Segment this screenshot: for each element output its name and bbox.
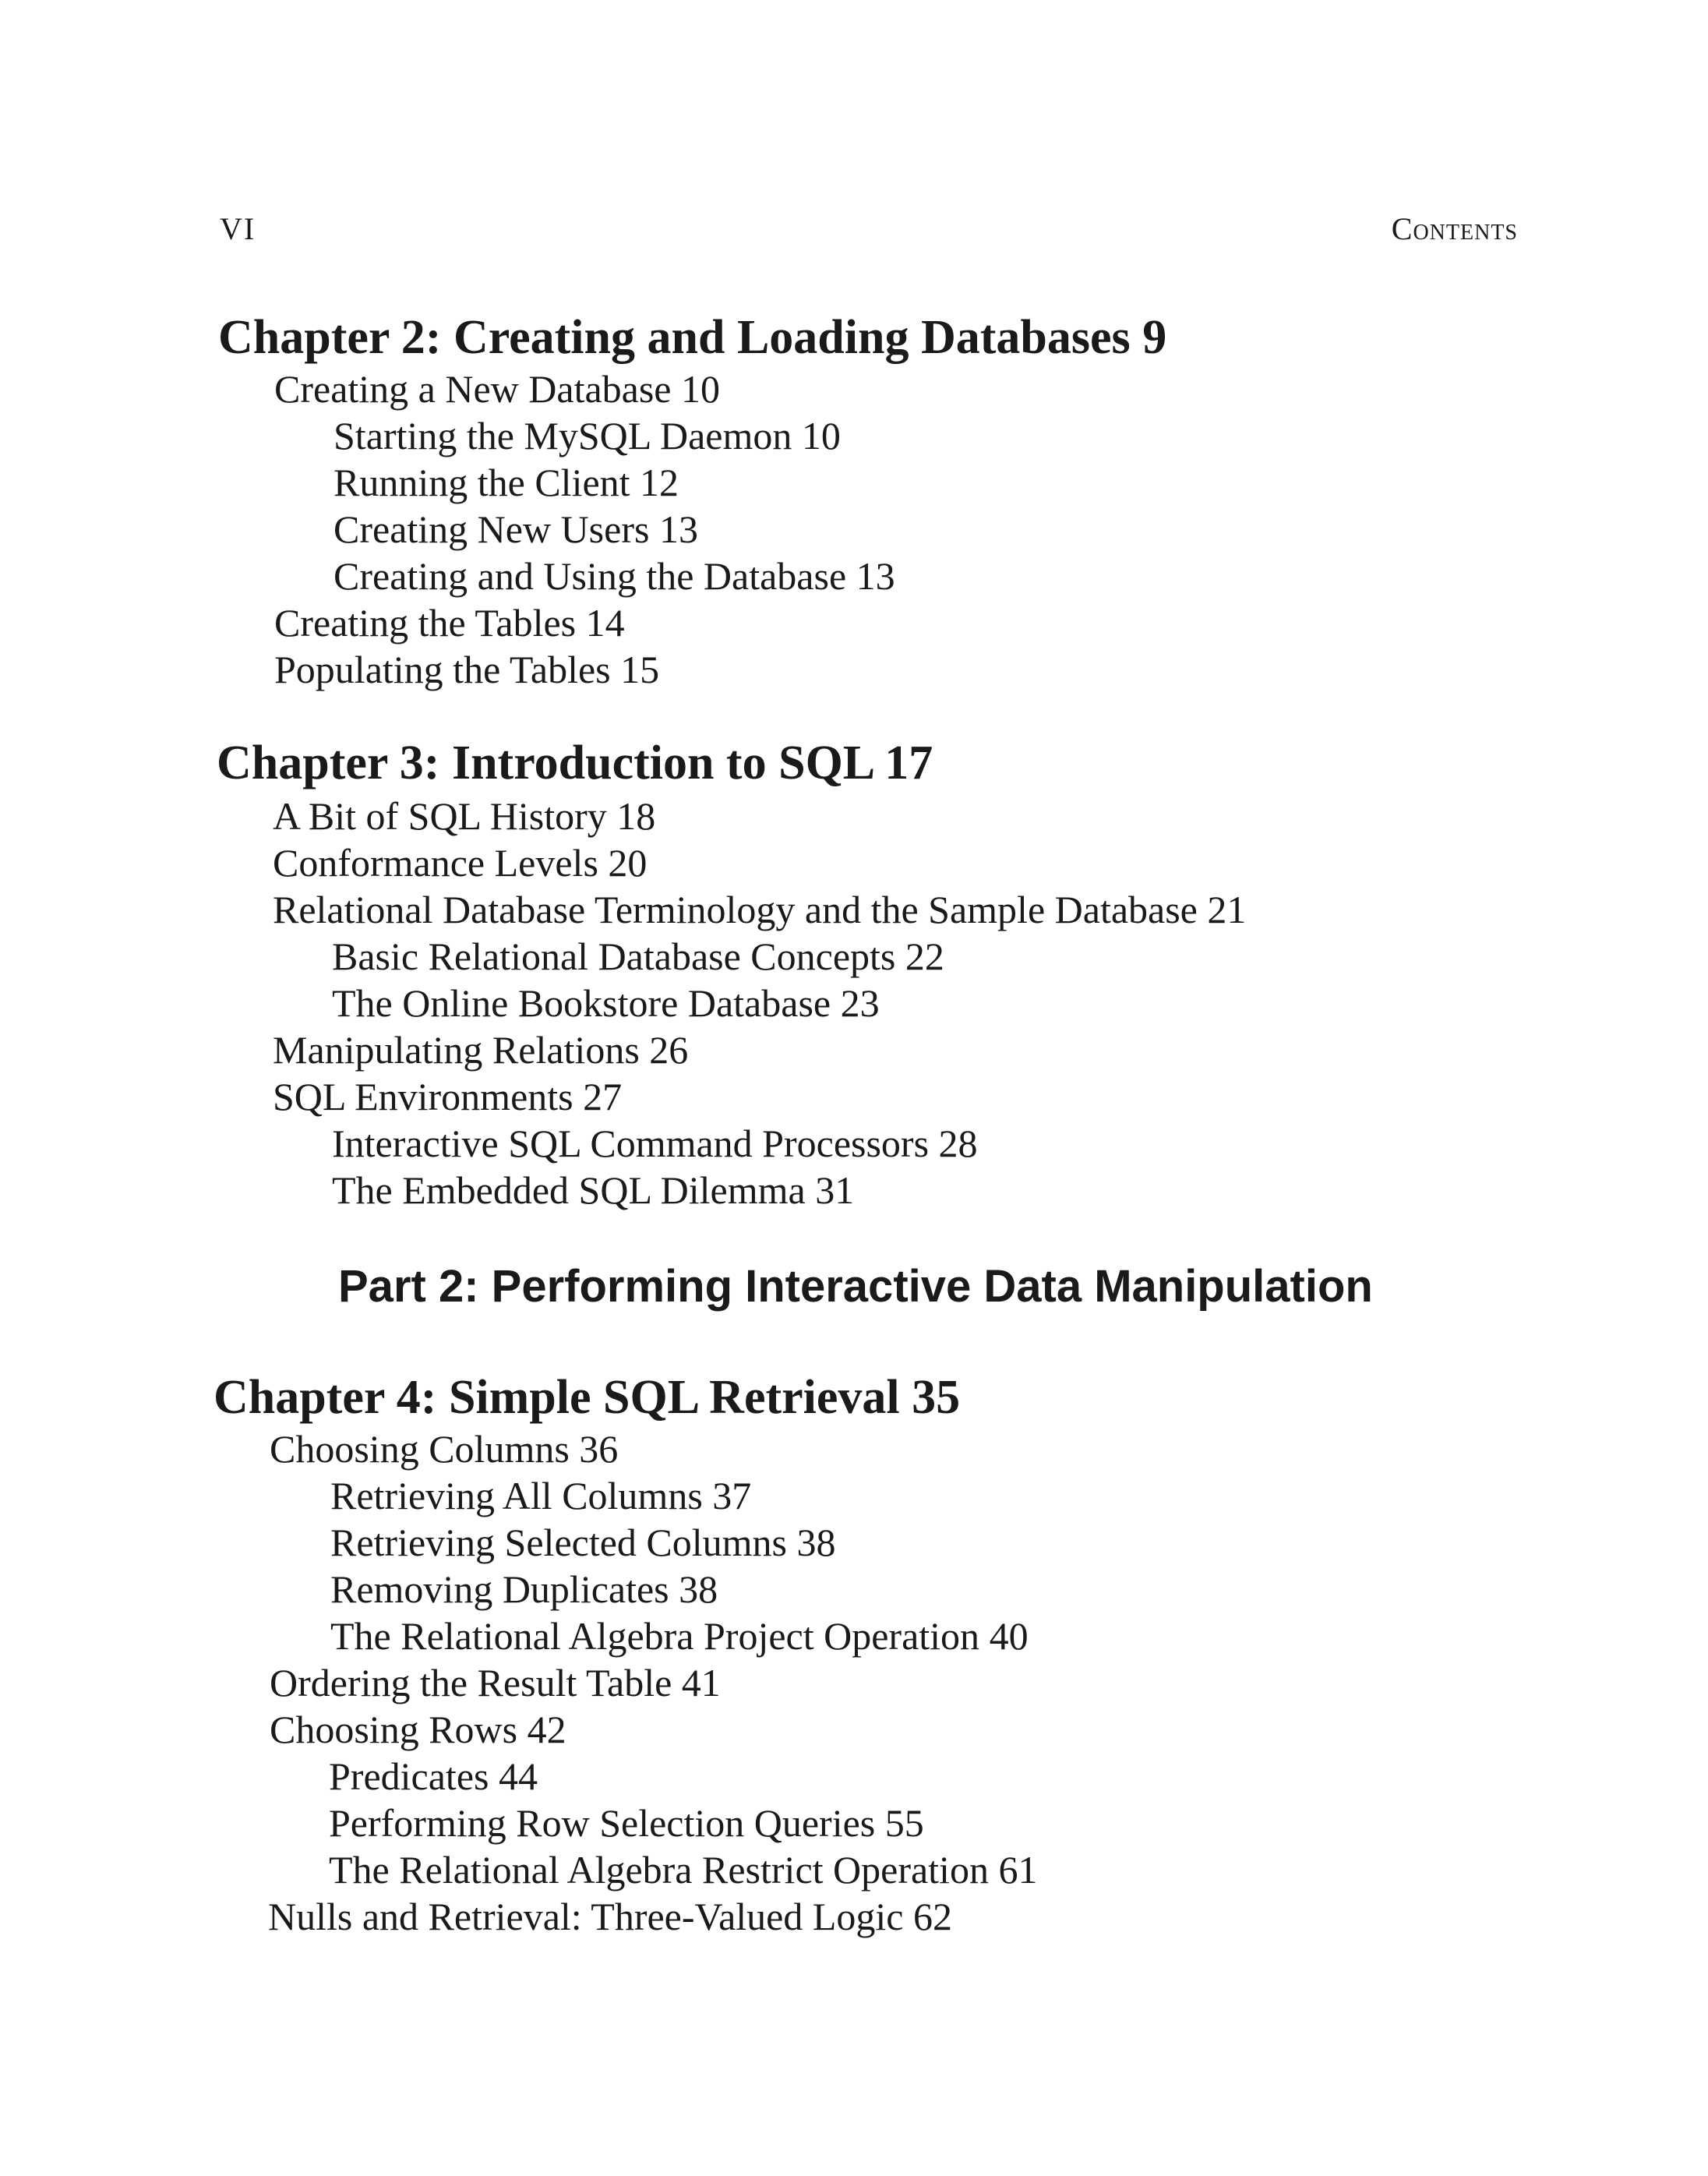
- toc-entry: Conformance Levels 20: [273, 841, 648, 885]
- toc-entry: Nulls and Retrieval: Three-Valued Logic 62: [268, 1895, 952, 1938]
- chapter-page: 35: [912, 1371, 961, 1424]
- toc-subentry: Performing Row Selection Queries 55: [329, 1801, 924, 1845]
- toc-subentry: Basic Relational Database Concepts 22: [332, 934, 944, 978]
- toc-subentry: Removing Duplicates 38: [330, 1567, 718, 1611]
- chapter-page: 17: [884, 737, 933, 790]
- toc-subentry: The Online Bookstore Database 23: [332, 981, 880, 1025]
- toc-entry: Relational Database Terminology and the Sample Database 21: [273, 888, 1247, 931]
- chapter-title: Chapter 2: Creating and Loading Databases: [218, 311, 1131, 364]
- toc-subentry: The Relational Algebra Restrict Operation 61: [329, 1848, 1038, 1892]
- toc-subentry: Starting the MySQL Daemon 10: [333, 414, 841, 457]
- toc-entry: Populating the Tables 15: [274, 648, 660, 691]
- toc-entry: A Bit of SQL History 18: [273, 794, 656, 838]
- toc-subentry: The Embedded SQL Dilemma 31: [332, 1168, 855, 1212]
- toc-entry: Ordering the Result Table 41: [270, 1661, 721, 1704]
- toc-subentry: Creating New Users 13: [333, 507, 698, 551]
- toc-entry: Choosing Columns 36: [270, 1427, 619, 1471]
- toc-entry: Manipulating Relations 26: [273, 1028, 689, 1072]
- part-2-heading: Part 2: Performing Interactive Data Manipulation: [338, 1261, 1373, 1312]
- chapter-title: Chapter 4: Simple SQL Retrieval: [214, 1371, 900, 1424]
- toc-entry: Choosing Rows 42: [270, 1708, 566, 1751]
- page-number: VI: [220, 211, 256, 246]
- running-head: Contents: [1391, 211, 1518, 246]
- chapter-3-heading: [217, 737, 933, 790]
- chapter-title: Chapter 3: Introduction to SQL: [217, 737, 873, 790]
- chapter-page: 9: [1142, 311, 1167, 364]
- toc-subentry: Running the Client 12: [333, 461, 679, 504]
- chapter-4-heading: [214, 1373, 960, 1422]
- toc-subentry: Predicates 44: [329, 1754, 538, 1798]
- toc-subentry: Retrieving All Columns 37: [330, 1474, 752, 1517]
- toc-entry: Creating a New Database 10: [274, 367, 720, 411]
- toc-entry: SQL Environments 27: [273, 1075, 623, 1118]
- toc-subentry: Interactive SQL Command Processors 28: [332, 1122, 978, 1165]
- toc-entry: Creating the Tables 14: [274, 601, 625, 645]
- chapter-2-heading: [218, 313, 1166, 362]
- toc-subentry: Retrieving Selected Columns 38: [330, 1521, 836, 1564]
- toc-subentry: The Relational Algebra Project Operation 40: [330, 1614, 1029, 1658]
- toc-subentry: Creating and Using the Database 13: [333, 554, 895, 598]
